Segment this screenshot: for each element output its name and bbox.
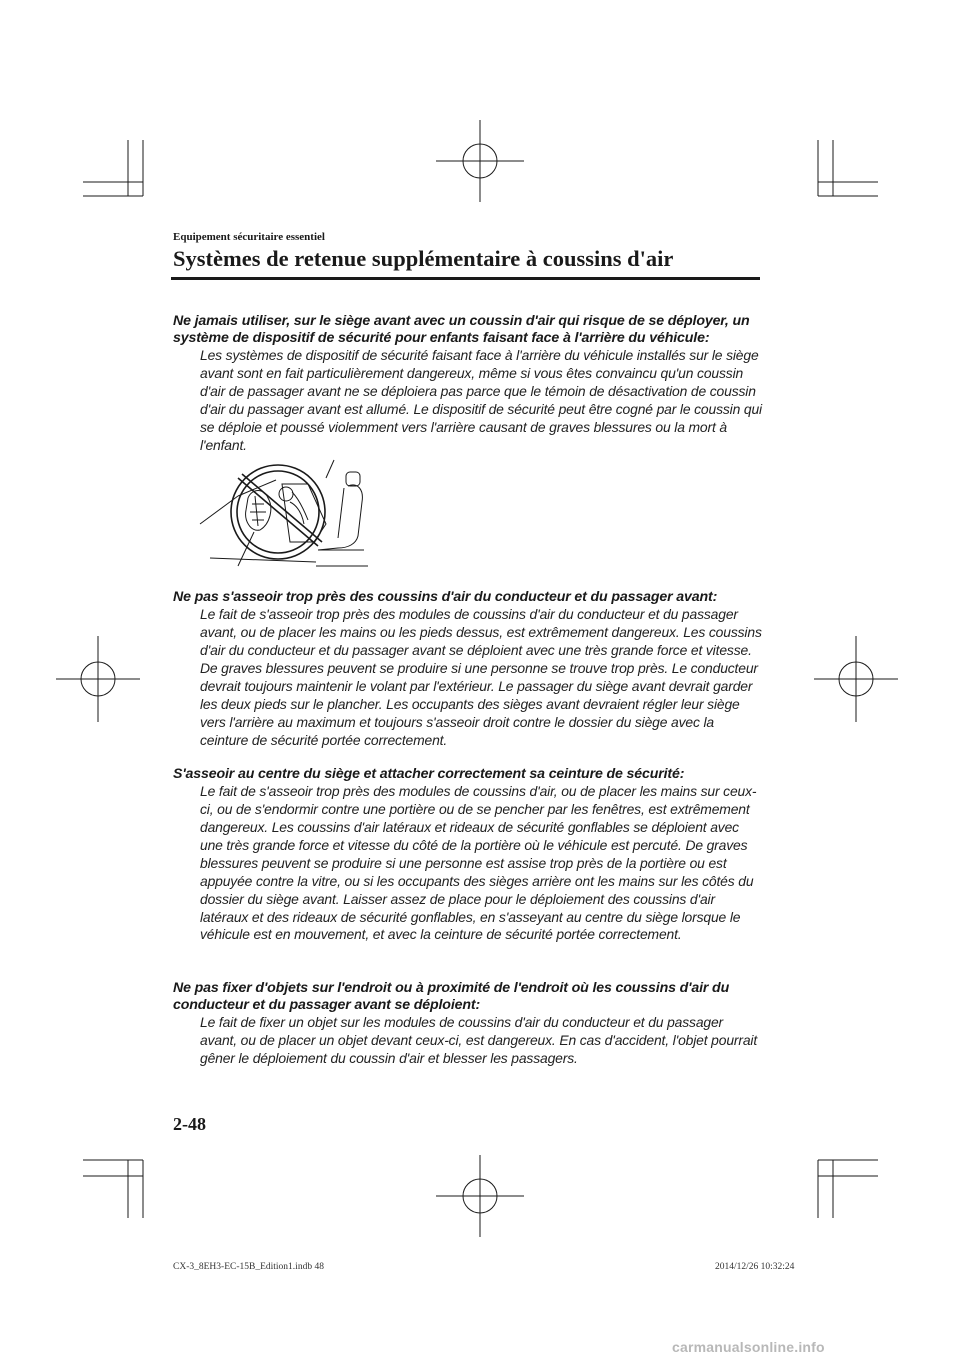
page-number: 2-48	[173, 1114, 206, 1134]
warning-body: Le fait de s'asseoir trop près des modules de coussins d'air du conducteur et du passager avant, ou de placer les mains ou les pieds dessus, est extrêmement dangereux. Les coussins d'air du conducteur et du passager avant se déploient avec une très grande force et vitesse. De graves blessures peuvent se produire si une personne se trouve trop près. Le conducteur devrait toujours maintenir le volant par l'extérieur. Le passager du siège avant devrait garder les deux pieds sur le plancher. Les occupants des sièges avant devraient régler leur siège vers l'arrière au maximum et toujours s'asseoir droit contre le dossier du siège avec la ceinture de sécurité portée correctement.	[200, 606, 762, 748]
watermark: carmanualsonline.info	[672, 1339, 825, 1355]
title-divider	[171, 277, 760, 280]
warning-heading: Ne pas s'asseoir trop près des coussins d'air du conducteur et du passager avant:	[173, 589, 718, 605]
warning-body: Les systèmes de dispositif de sécurité faisant face à l'arrière du véhicule installés sur le siège avant sont en fait particulièrement dangereux, même si vous êtes convaincu qu'un coussin d'air de passager avant ne se déploiera pas parce que le témoin de désactivation de coussin d'air du passager avant est allumé. Le dispositif de sécurité peut être cogné par le coussin qui se déploie et poussé violemment vers l'arrière causant de graves blessures ou la mort à l'enfant.	[200, 347, 762, 453]
warning-heading: Ne jamais utiliser, sur le siège avant avec un coussin d'air qui risque de se déployer, un système de dispositif de sécurité pour enfants faisant face à l'arrière du véhicule:	[173, 313, 750, 347]
warning-block-too-close	[173, 589, 763, 749]
warning-block-rear-facing-seat	[173, 313, 763, 455]
warning-block-sit-center	[173, 766, 763, 944]
warning-heading: S'asseoir au centre du siège et attacher correctement sa ceinture de sécurité:	[173, 766, 685, 782]
footer-file-name: CX-3_8EH3-EC-15B_Edition1.indb 48	[173, 1262, 324, 1272]
footer-timestamp: 2014/12/26 10:32:24	[715, 1262, 795, 1272]
page-title: Systèmes de retenue supplémentaire à coussins d'air	[173, 246, 674, 271]
section-label: Equipement sécuritaire essentiel	[173, 231, 325, 243]
warning-body: Le fait de fixer un objet sur les modules de coussins d'air du conducteur et du passager avant, ou de placer un objet devant ceux-ci, est dangereux. En cas d'accident, l'objet pourrait gêner le déploiement du coussin d'air et blesser les passagers.	[200, 1014, 758, 1067]
rear-facing-child-seat-prohibited-illustration	[198, 458, 390, 570]
warning-body: Le fait de s'asseoir trop près des modules de coussins d'air, ou de placer les mains sur ceux-ci, ou de s'endormir contre une portière ou de se pencher par les fenêtres, est extrêmement dangereux. Les coussins d'air latéraux et rideaux de sécurité gonflables se déploient avec une très grande force et vitesse du côté de la portière où le véhicule est percuté. De graves blessures peuvent se produire si une personne est assise trop près de la portière ou est appuyée contre la vitre, ou si les occupants des sièges arrière ont les mains sur les côtés du dossier du siège avant. Laisser assez de place pour le déploiement des coussins d'air latéraux et des rideaux de sécurité gonflables, en s'asseyant au centre du siège lorsque le véhicule est en mouvement, et avec la ceinture de sécurité portée correctement.	[200, 783, 757, 943]
warning-heading: Ne pas fixer d'objets sur l'endroit ou à proximité de l'endroit où les coussins d'air du conducteur et du passager avant se déploient:	[173, 980, 730, 1014]
warning-block-no-objects	[173, 980, 763, 1068]
